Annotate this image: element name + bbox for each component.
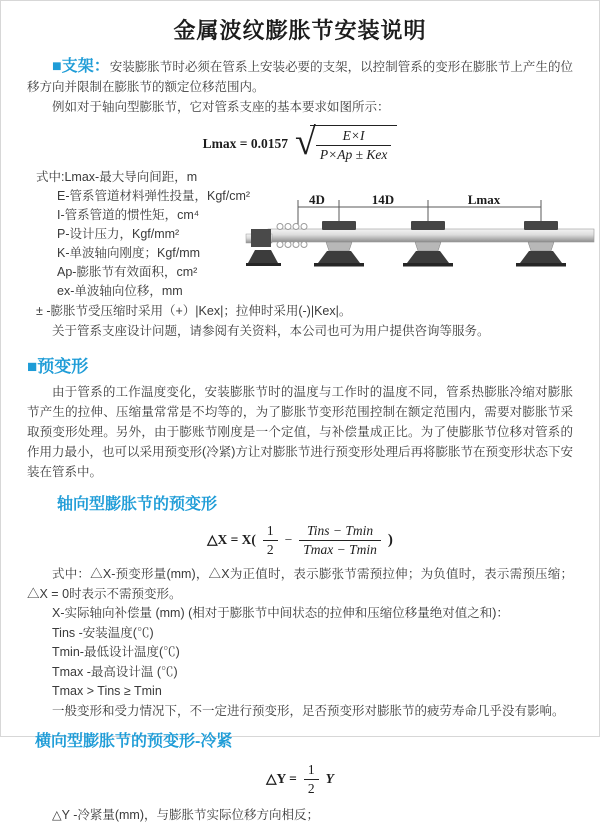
pipe-support-diagram: [246, 193, 596, 288]
axial-line: Tmin-最低设计温度(℃): [52, 645, 180, 660]
definition-line: P-设计压力，Kgf/mm²: [57, 227, 180, 242]
consult-note: 关于管系支座设计问题，请参阅有关资料，本公司也可为用户提供咨询等服务。: [52, 324, 490, 339]
definition-line: K-单波轴向刚度；Kgf/mm: [57, 246, 201, 261]
temperature-fraction: $\frac{\text{Tins − Tmin}}{Tmax - Tmin}$: [299, 523, 381, 557]
dimension-label-lmax: Lmax: [467, 192, 501, 207]
minus-operator: −: [284, 532, 293, 548]
radical-expression: [294, 121, 397, 163]
definition-line: 式中:Lmax-最大导向间距，m: [36, 170, 198, 185]
axial-line: X-实际轴向补偿量 (mm) (相对于膨胀节中间状态的拉伸和压缩位移量绝对值之和)：: [52, 606, 509, 621]
guide-spacing-formula: [27, 121, 573, 163]
support-intro-text: 安装膨胀节时必须在管系上安装必要的支架，以控制管系的变形在膨胀节上产生的位移方向并限制在膨胀节的额定位移范围内。: [27, 60, 573, 94]
one-half-fraction: $\frac{1}{2}$: [263, 523, 278, 557]
support-intro-paragraph: [27, 57, 573, 97]
dimension-label-14d: 14D: [371, 192, 395, 207]
closing-paren: ): [387, 531, 393, 548]
plus-minus-note: ± -膨胀节受压缩时采用（+）|Kex|；拉伸时采用(-)|Kex|。: [36, 304, 352, 319]
guide-support: [403, 221, 453, 267]
formula-lhs: △X = X(: [207, 532, 256, 548]
fraction-denominator: P×Ap ± Kex: [319, 146, 388, 162]
axial-line: Tmax > Tins ≥ Tmin: [52, 684, 162, 699]
formula-rhs: Y: [325, 771, 334, 787]
axial-explain-paragraph: 式中：△X-预变形量(mm)，△X为正值时，表示膨张节需预拉伸；为负值时，表示需预压缩；△X = 0时表示不需预变形。: [27, 567, 573, 602]
radicand: [310, 125, 398, 162]
section-heading-predeform: ■预变形: [27, 357, 89, 377]
fraction-numerator: E×I: [316, 128, 392, 146]
support-example-line: 例如对于轴向型膨胀节，它对管系支座的基本要求如图所示：: [52, 100, 390, 114]
pipe: [268, 229, 594, 242]
axial-line: 一般变形和受力情况下，不一定进行预变形，足否预变形对膨胀节的疲劳寿命几乎没有影响。: [52, 703, 565, 718]
definition-line: E-管系管道材料弹性投量，Kgf/cm²: [57, 189, 251, 204]
axial-line: Tins -安装温度(℃): [52, 625, 154, 640]
radical-sign-icon: √: [294, 121, 316, 163]
lateral-predeform-formula: [27, 762, 573, 796]
predeform-body-paragraph: 由于管系的工作温度变化，安装膨胀节时的温度与工作时的温度不同，管系热膨胀冷缩对膨胀节产生的拉伸、压缩量常常是不均等的，为了膨胀节变形范围控制在额定范围内，需要对膨胀节采取预变形处理。另外，由于膨账节刚度是一个定值，与补偿量成正比。为了使膨胀节位移对管系的作用力最小，也可以采用预变形(冷紧)方让对膨胀节进行预变形处理后再将膨胀节在预变形状态下安装在管系中。: [27, 385, 573, 480]
subsection-heading-axial: 轴向型膨胀节的预变形: [57, 496, 218, 514]
formula-lhs: Lmax = 0.0157: [202, 135, 288, 151]
section-heading-support: ■支架：: [52, 58, 110, 75]
axial-predeform-formula: [27, 523, 573, 557]
axial-line: Tmax -最高设计温 (℃): [52, 664, 178, 679]
dimension-label-4d: 4D: [309, 192, 325, 207]
definition-line: I-管系管道的惯性矩，cm⁴: [57, 208, 200, 223]
lateral-note-line: △Y -冷紧量(mm)，与膨胀节实际位移方向相反；: [52, 808, 320, 823]
definition-line: ex-单波轴向位移，mm: [57, 284, 183, 299]
page-title: 金属波纹膨胀节安装说明: [173, 18, 427, 43]
definition-line: Ap-膨胀节有效面积，cm²: [57, 265, 198, 280]
guide-support: [314, 221, 364, 267]
formula-lhs: △Y =: [266, 771, 297, 787]
guide-support: [516, 221, 566, 267]
one-half-fraction: $\frac{1}{2}$: [304, 762, 319, 796]
formula-fraction: [316, 128, 392, 162]
subsection-heading-lateral: 横向型膨胀节的预变形-冷紧: [35, 733, 233, 751]
